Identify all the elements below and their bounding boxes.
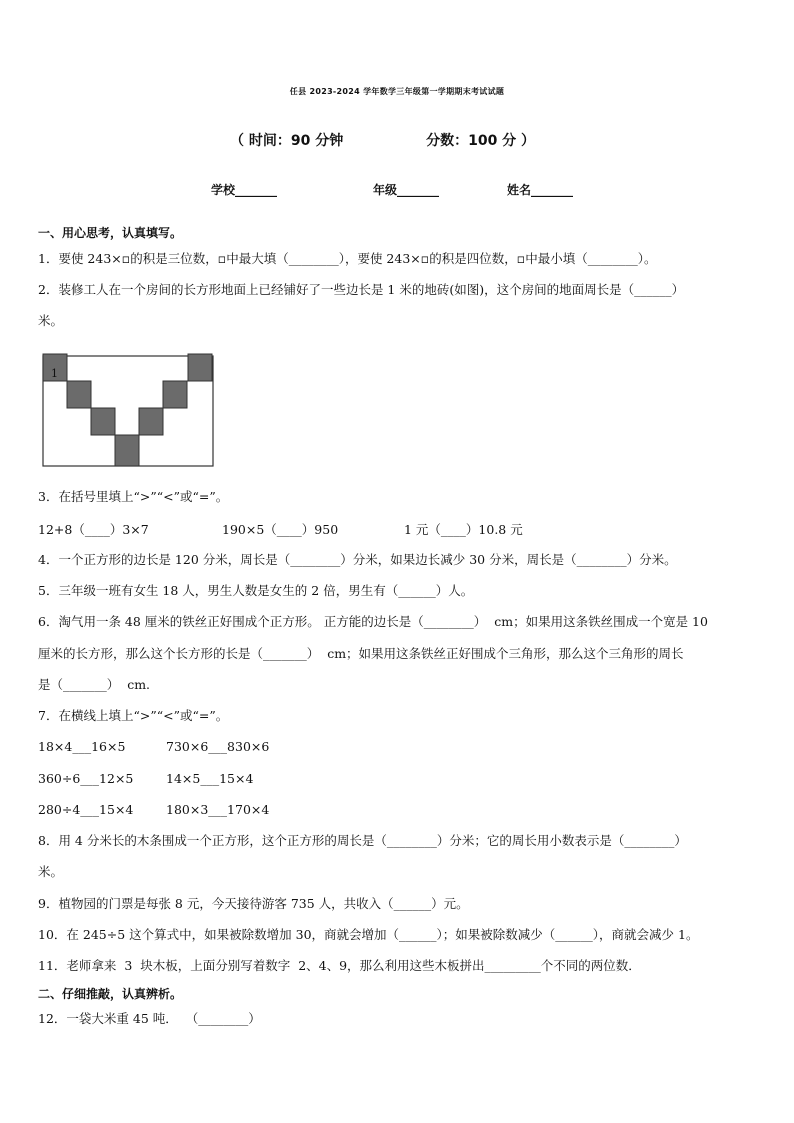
question-10: 10．在 245÷5 这个算式中，如果被除数增加 30，商就会增加（______）；如果被除数减少（______），商就会减少 1。 [38, 927, 699, 942]
question-12: 12．一袋大米重 45 吨． （________） [38, 1011, 261, 1026]
question-6-line-3: 是（_______） cm. [38, 677, 151, 692]
floor-tile [67, 381, 91, 408]
question-8-line-2: 米。 [38, 864, 64, 879]
question-8-line-1: 8．用 4 分米长的木条围成一个正方形，这个正方形的周长是（________）分米；它的周长用小数表示是（________） [38, 833, 687, 848]
question-7: 7．在横线上填上“>”“<”或“=”。 [38, 708, 229, 723]
question-3-item: 12+8（____）3×7 [38, 522, 149, 537]
grade-field: 年级_______ [373, 183, 440, 197]
question-7-item: 18×4___16×5 [38, 739, 126, 754]
question-5: 5．三年级一班有女生 18 人，男生人数是女生的 2 倍，男生有（______）人。 [38, 583, 474, 598]
question-3: 3．在括号里填上“>”“<”或“=”。 [38, 489, 229, 504]
section-heading-2: 二、仔细推敲，认真辨析。 [38, 987, 183, 1001]
question-1: 1．要使 243×▫的积是三位数，▫中最大填（________），要使 243×▫的积是四位数，▫中最小填（________）。 [38, 251, 657, 266]
question-2-line-1: 2．装修工人在一个房间的长方形地面上已经铺好了一些边长是 1 米的地砖(如图)，这个房间的地面周长是（______） [38, 282, 685, 297]
floor-tile [163, 381, 187, 408]
question-3-item: 190×5（____）950 [222, 522, 339, 537]
name-field: 姓名_______ [507, 183, 574, 197]
school-field: 学校_______ [211, 183, 278, 197]
question-11: 11．老师拿来 3 块木板，上面分别写着数字 2、4、9，那么利用这些木板拼出_________个不同的两位数． [38, 958, 641, 973]
question-2-line-2: 米。 [38, 313, 64, 328]
floor-tile [91, 408, 115, 435]
question-6-line-2: 厘米的长方形，那么这个长方形的长是（_______） cm；如果用这条铁丝正好围成个三角形，那么这个三角形的周长 [38, 646, 684, 661]
question-3-item: 1 元（____）10.8 元 [404, 522, 523, 537]
question-7-item: 280÷4___15×4 [38, 802, 134, 817]
page-title: 任县 2023-2024 学年数学三年级第一学期期末考试试题 [289, 87, 505, 96]
floor-tile [115, 435, 139, 466]
question-7-item: 14×5___15×4 [166, 771, 254, 786]
question-6-line-1: 6．淘气用一条 48 厘米的铁丝正好围成个正方形。 正方能的边长是（________） cm；如果用这条铁丝围成一个宽是 10 [38, 614, 708, 629]
question-7-item: 180×3___170×4 [166, 802, 270, 817]
tile-floor-figure [42, 352, 214, 468]
tile-side-label: 1 [51, 367, 58, 380]
floor-tile [139, 408, 163, 435]
question-7-item: 730×6___830×6 [166, 739, 270, 754]
section-heading-1: 一、用心思考，认真填写。 [38, 226, 183, 240]
exam-time-score: （ 时间：90 分钟 分数：100 分 ） [230, 133, 536, 149]
question-9: 9．植物园的门票是每张 8 元，今天接待游客 735 人，共收入（______）元。 [38, 896, 469, 911]
floor-tile [188, 354, 212, 381]
question-7-item: 360÷6___12×5 [38, 771, 134, 786]
question-4: 4．一个正方形的边长是 120 分米，周长是（________）分米，如果边长减少 30 分米，周长是（________）分米。 [38, 552, 677, 567]
